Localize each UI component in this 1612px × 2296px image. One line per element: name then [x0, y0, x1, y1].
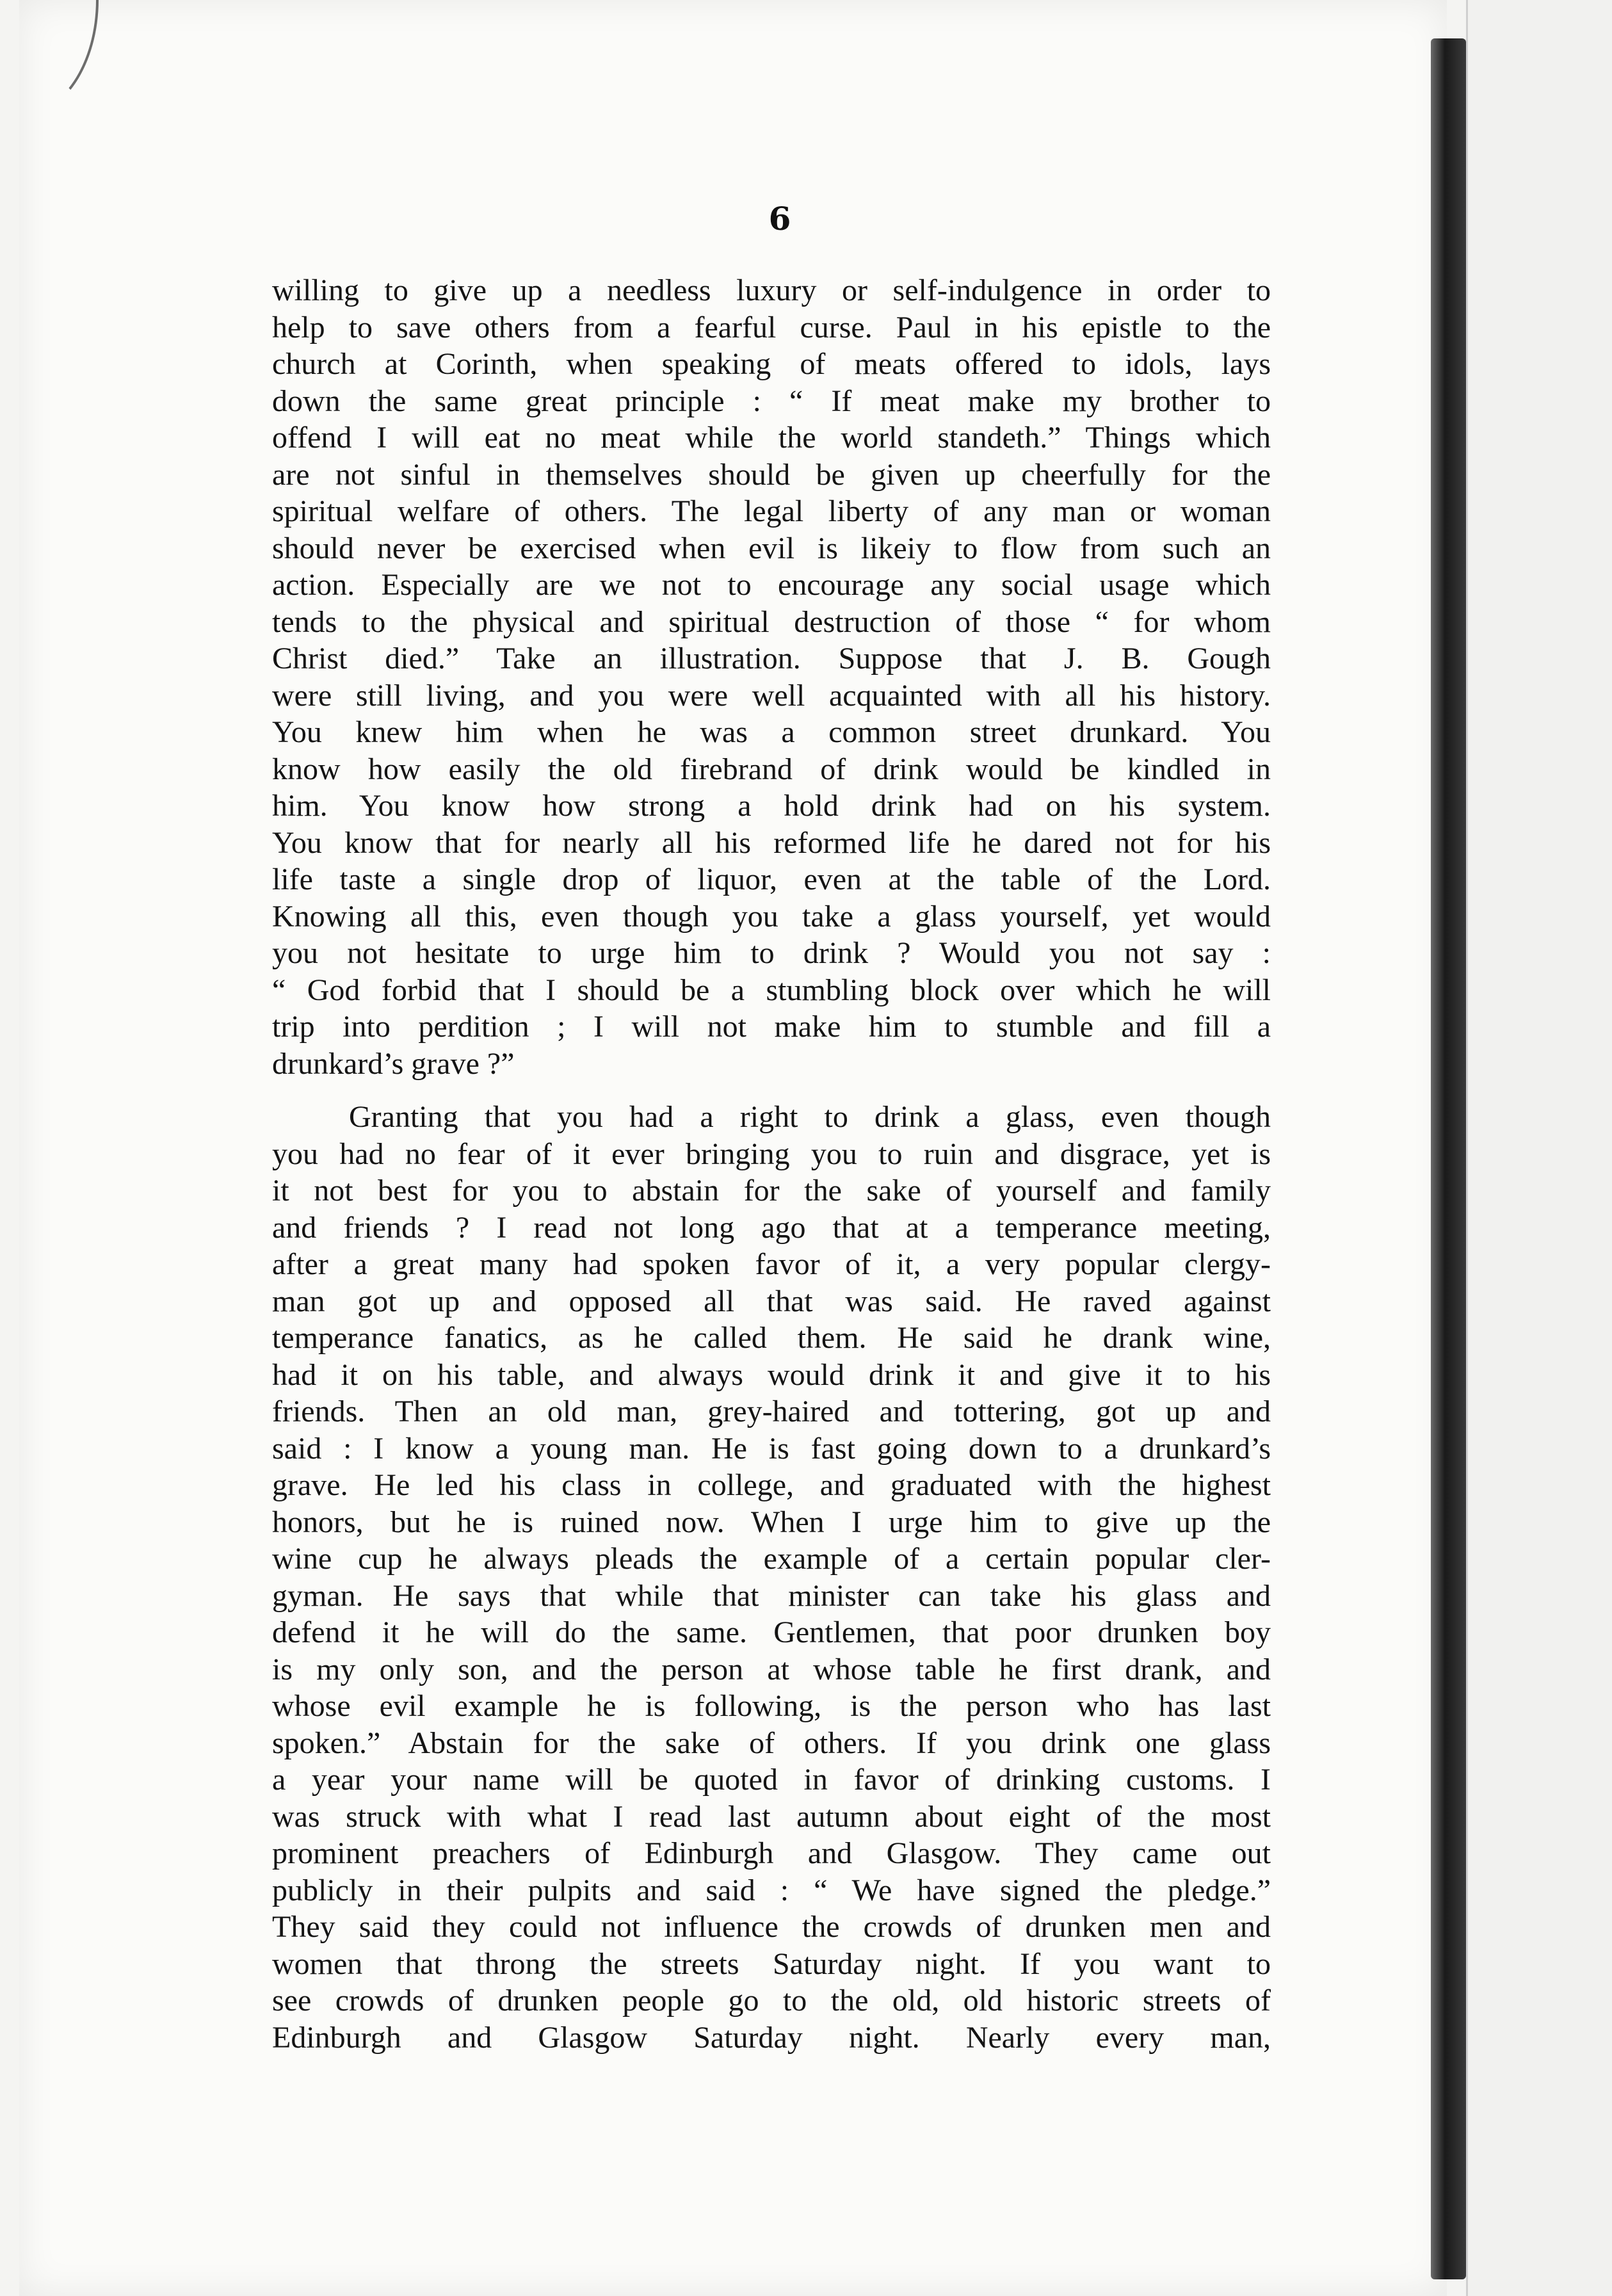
- page-number: 6: [768, 200, 791, 238]
- text-line: had it on his table, and always would drink it and give it to his: [272, 1357, 1271, 1392]
- text-line: should never be exercised when evil is likeiy to flow from such an: [272, 531, 1271, 565]
- text-line: honors, but he is ruined now. When I urge him to give up the: [272, 1505, 1271, 1539]
- text-line: whose evil example he is following, is the person who has last: [272, 1689, 1271, 1723]
- text-line: friends. Then an old man, grey-haired and tottering, got up and: [272, 1395, 1271, 1428]
- paragraph-2: [272, 1099, 1271, 2056]
- text-line: him. You know how strong a hold drink had on his system.: [272, 789, 1271, 823]
- text-line: you had no fear of it ever bringing you to ruin and disgrace, yet is: [272, 1136, 1271, 1171]
- book-spine-shadow: [1431, 38, 1466, 2279]
- text-line: Christ died.” Take an illustration. Suppose that J. B. Gough: [272, 642, 1271, 675]
- text-line: women that throng the streets Saturday night. If you want to: [272, 1946, 1271, 1981]
- text-line: defend it he will do the same. Gentlemen, that poor drunken boy: [272, 1615, 1271, 1649]
- text-line: Knowing all this, even though you take a glass yourself, yet would: [272, 899, 1271, 934]
- text-line: temperance fanatics, as he called them. He said he drank wine,: [272, 1321, 1271, 1355]
- text-line: down the same great principle : “ If meat make my brother to: [272, 384, 1271, 418]
- text-line: trip into perdition ; I will not make him to stumble and fill a: [272, 1010, 1271, 1044]
- paragraph-1: [272, 272, 1271, 1082]
- text-line: tends to the physical and spiritual destruction of those “ for whom: [272, 604, 1271, 639]
- text-line: are not sinful in themselves should be given up cheerfully for the: [272, 457, 1271, 492]
- text-line: grave. He led his class in college, and graduated with the highest: [272, 1468, 1271, 1502]
- text-line: is my only son, and the person at whose table he first drank, and: [272, 1652, 1271, 1686]
- text-line: you not hesitate to urge him to drink ? Would you not say :: [272, 936, 1271, 970]
- text-line: drunkard’s grave ?”: [272, 1046, 515, 1081]
- text-line: You knew him when he was a common street drunkard. You: [272, 715, 1271, 749]
- text-line: man got up and opposed all that was said. He raved against: [272, 1284, 1271, 1318]
- text-line: They said they could not influence the crowds of drunken men and: [272, 1910, 1271, 1944]
- text-line: spiritual welfare of others. The legal liberty of any man or woman: [272, 494, 1271, 528]
- text-line: wine cup he always pleads the example of a certain popular cler-: [272, 1542, 1271, 1576]
- text-line: spoken.” Abstain for the sake of others. If you drink one glass: [272, 1726, 1271, 1760]
- text-line: publicly in their pulpits and said : “ We have signed the pledge.”: [272, 1873, 1271, 1907]
- body-text: [272, 272, 1271, 2056]
- text-line: offend I will eat no meat while the world standeth.” Things which: [272, 421, 1271, 455]
- text-line: “ God forbid that I should be a stumbling block over which he will: [272, 973, 1271, 1007]
- text-line: Edinburgh and Glasgow Saturday night. Nearly every man,: [272, 2020, 1271, 2055]
- text-line: after a great many had spoken favor of it, a very popular clergy-: [272, 1247, 1271, 1281]
- text-line: action. Especially are we not to encourage any social usage which: [272, 568, 1271, 602]
- text-line: prominent preachers of Edinburgh and Glasgow. They came out: [272, 1836, 1271, 1870]
- text-line: You know that for nearly all his reformed life he dared not for his: [272, 825, 1271, 860]
- text-line: know how easily the old firebrand of drink would be kindled in: [272, 752, 1271, 786]
- text-line: life taste a single drop of liquor, even at the table of the Lord.: [272, 862, 1271, 896]
- text-line: willing to give up a needless luxury or self-indulgence in order to: [272, 273, 1271, 307]
- paragraph-gap: [272, 1082, 1271, 1099]
- text-line: were still living, and you were well acquainted with all his history.: [272, 678, 1271, 713]
- text-line: gyman. He says that while that minister can take his glass and: [272, 1578, 1271, 1613]
- text-line: was struck with what I read last autumn about eight of the most: [272, 1799, 1271, 1834]
- text-line: see crowds of drunken people go to the old, old historic streets of: [272, 1984, 1271, 2017]
- text-line: a year your name will be quoted in favor of drinking customs. I: [272, 1763, 1271, 1797]
- page-corner-curl: [19, 0, 99, 118]
- text-line: said : I know a young man. He is fast going down to a drunkard’s: [272, 1431, 1271, 1466]
- text-line: and friends ? I read not long ago that at a temperance meeting,: [272, 1210, 1271, 1245]
- text-line: help to save others from a fearful curse. Paul in his epistle to the: [272, 310, 1271, 344]
- text-line: it not best for you to abstain for the sake of yourself and family: [272, 1174, 1271, 1208]
- text-line: Granting that you had a right to drink a glass, even though: [349, 1100, 1271, 1134]
- adjacent-page-edge: [1466, 0, 1612, 2296]
- text-line: church at Corinth, when speaking of meats offered to idols, lays: [272, 347, 1271, 381]
